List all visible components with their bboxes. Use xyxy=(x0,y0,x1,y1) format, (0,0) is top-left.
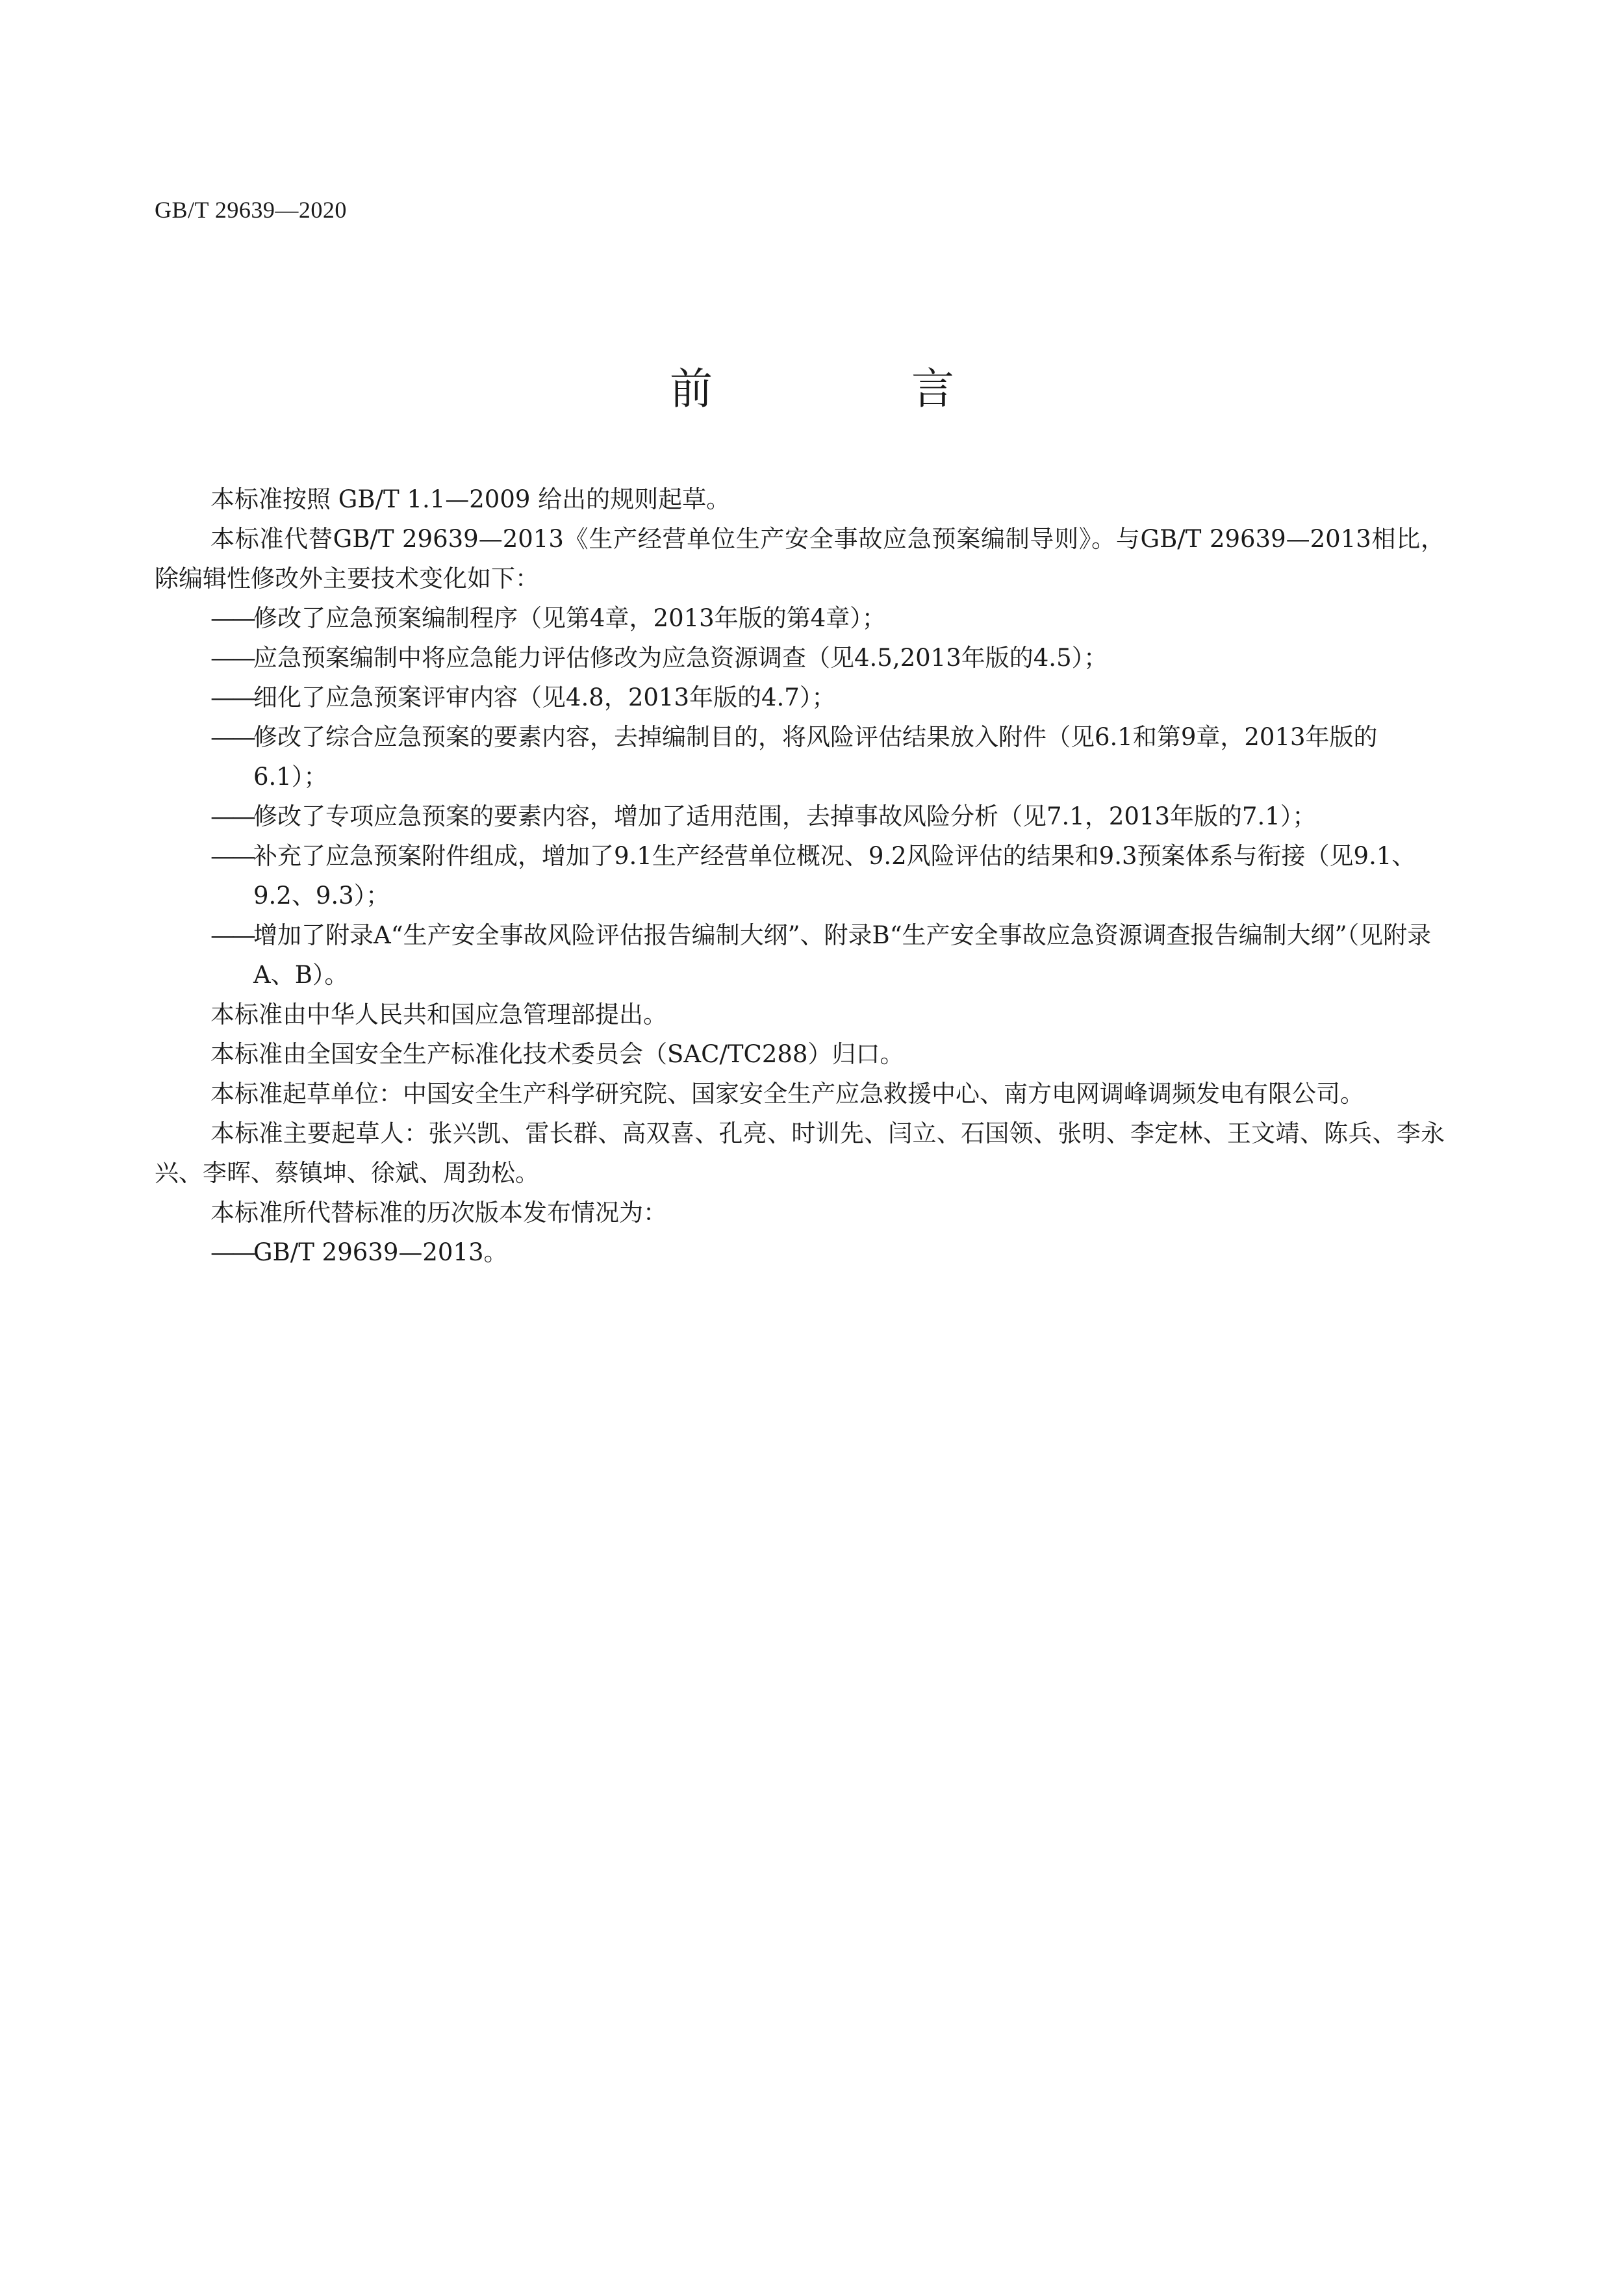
intro-paragraph: 本标准代替GB/T 29639—2013《生产经营单位生产安全事故应急预案编制导则》。与GB/T 29639—2013相比，除编辑性修改外主要技术变化如下： xyxy=(155,525,1445,593)
standard-number: GB/T 29639—2020 xyxy=(155,197,347,223)
history-item-text: GB/T 29639—2013。 xyxy=(253,1238,508,1266)
dash-marker: —— xyxy=(210,644,253,672)
drafters-paragraph: 本标准主要起草人：张兴凯、雷长群、高双喜、孔亮、时训先、闫立、石国领、张明、李定林、王文靖、陈兵、李永兴、李晖、蔡镇坤、徐斌、周劲松。 xyxy=(155,1119,1445,1187)
list-item-text: 补充了应急预案附件组成，增加了9.1生产经营单位概况、9.2风险评估的结果和9.3预案体系与衔接（见9.1、9.2、9.3）； xyxy=(253,842,1416,910)
list-item xyxy=(210,717,1445,797)
list-item-text: 增加了附录A“生产安全事故风险评估报告编制大纲”、附录B“生产安全事故应急资源调查报告编制大纲”（见附录A、B）。 xyxy=(253,921,1432,989)
list-item-text: 应急预案编制中将应急能力评估修改为应急资源调查（见4.5,2013年版的4.5）； xyxy=(253,644,1108,672)
list-item-text: 细化了应急预案评审内容（见4.8，2013年版的4.7）； xyxy=(253,683,836,711)
page-title: 前 言 xyxy=(670,364,1032,414)
dash-marker: —— xyxy=(210,723,253,751)
drafting-units-paragraph: 本标准起草单位：中国安全生产科学研究院、国家安全生产应急救援中心、南方电网调峰调频发电有限公司。 xyxy=(210,1080,1364,1108)
dash-marker: —— xyxy=(210,921,253,949)
proposer-paragraph: 本标准由中华人民共和国应急管理部提出。 xyxy=(210,1001,667,1028)
intro-paragraph: 本标准按照 GB/T 1.1—2009 给出的规则起草。 xyxy=(210,485,731,513)
history-heading-paragraph: 本标准所代替标准的历次版本发布情况为： xyxy=(210,1199,667,1227)
changes-list xyxy=(155,598,1445,995)
list-item xyxy=(210,638,1445,678)
dash-marker: —— xyxy=(210,842,253,870)
list-item-text: 修改了应急预案编制程序（见第4章，2013年版的第4章）； xyxy=(253,604,886,632)
dash-marker: —— xyxy=(210,604,253,632)
list-item xyxy=(210,598,1445,638)
list-item-text: 修改了专项应急预案的要素内容，增加了适用范围，去掉事故风险分析（见7.1，2013年版的7.1）； xyxy=(253,802,1317,830)
list-item xyxy=(210,836,1445,915)
dash-marker: —— xyxy=(210,802,253,830)
list-item xyxy=(210,915,1445,995)
committee-paragraph: 本标准由全国安全生产标准化技术委员会（SAC/TC288）归口。 xyxy=(210,1040,904,1068)
dash-marker: —— xyxy=(210,683,253,711)
list-item xyxy=(210,797,1445,836)
foreword-body xyxy=(155,479,1445,1272)
list-item-text: 修改了综合应急预案的要素内容，去掉编制目的，将风险评估结果放入附件（见6.1和第9章，2013年版的6.1）； xyxy=(253,723,1378,791)
list-item xyxy=(210,678,1445,717)
dash-marker: —— xyxy=(210,1238,253,1266)
history-item xyxy=(155,1232,1445,1272)
